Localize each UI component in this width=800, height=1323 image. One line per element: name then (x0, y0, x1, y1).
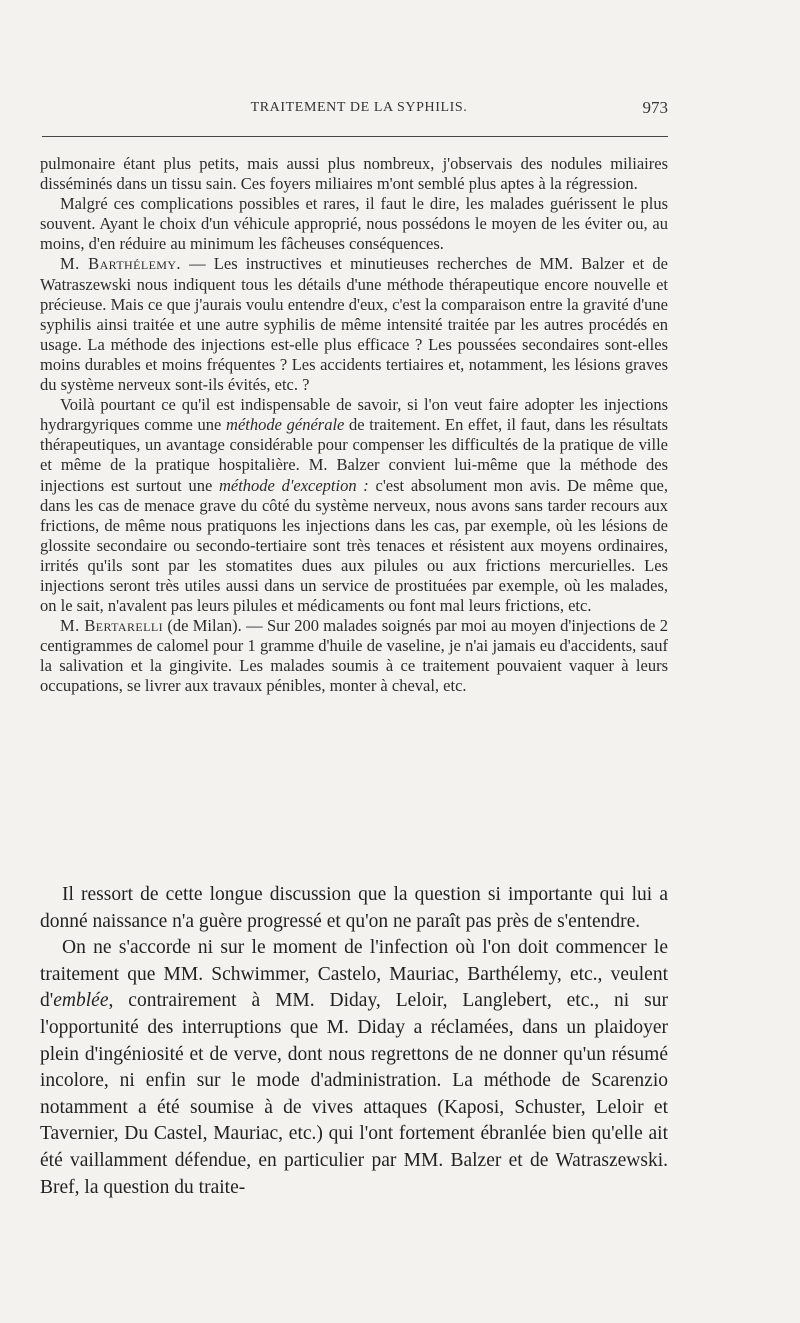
paragraph (40, 882, 668, 935)
header-rule (42, 136, 668, 137)
paragraph (40, 616, 668, 696)
paragraph-text: , contrairement à MM. Diday, Leloir, Langlebert, etc., ni sur l'opportunité des interruptions que M. Diday a réclamées, dans un plaidoyer plein d'ingéniosité et de verve, dont nous regrettons de ne donner qu'un résumé incolore, ni enfin sur le mode d'administration. La méthode de Scarenzio notamment a été soumise à de vives attaques (Kaposi, Schuster, Leloir et Tavernier, Du Castel, Mauriac, etc.) qui l'ont fortement ébranlée bien qu'elle ait été vaillamment défendue, en particulier par MM. Balzer et de Watraszewski. Bref, la question du traite- (40, 990, 668, 1198)
discussion-text (40, 154, 668, 697)
speaker-name: M. Bertarelli (60, 616, 163, 636)
paragraph-text: On ne s'accorde ni sur le moment de l'infection où l'on doit commencer le traitement que MM. Schwimmer, Castelo, Mauriac, Barthélemy, etc., veulent d' (40, 937, 668, 1012)
running-header (40, 100, 678, 124)
emphasis-text: méthode d'exception : (218, 475, 369, 495)
running-title: TRAITEMENT DE LA SYPHILIS. (250, 100, 468, 115)
paragraph (40, 154, 668, 194)
paragraph-text: (de Milan). — Sur 200 malades soignés par moi au moyen d'injections de 2 centigrammes de calomel pour 1 gramme d'huile de vaseline, je n'ai jamais eu d'accidents, sauf la salivation et la gingivite. Les malades soumis à ce traitement pouvaient vaquer à leurs occupations, se livrer aux travaux pénibles, monter à cheval, etc. (40, 616, 668, 696)
paragraph-text: c'est absolument mon avis. De même que, dans les cas de menace grave du côté du système nerveux, nous avons sans tarder recours aux frictions, de même nous pratiquons les injections dans les cas, par exemple, où les lésions de glossite secondaire ou secondo-tertiaire sont très tenaces et résistent aux moyens ordinaires, irrités qu'ils sont par les stomatites dues aux pilules ou aux frictions mercurielles. Les injections seront très utiles aussi dans un service de prostituées par exemple, où les malades, on le sait, n'avalent pas leurs pilules et médicaments ou font mal leurs frictions, etc. (40, 475, 668, 616)
paragraph-text: de traitement. En effet, il faut, dans les résultats thérapeutiques, un avantage considérable pour compenser les difficultés de la pratique de ville et même de la pratique hospitalière. M. Balzer convient lui-même que la méthode des injections est surtout une (40, 415, 669, 495)
paragraph-text: pulmonaire étant plus petits, mais aussi plus nombreux, j'observais des nodules miliaires disséminés dans un tissu sain. Ces foyers miliaires m'ont semblé plus aptes à la régression. (40, 154, 668, 194)
paragraph (40, 395, 668, 616)
speaker-name: M. Barthélemy. (60, 254, 181, 274)
paragraph-text: Il ressort de cette longue discussion que la question si importante qui lui a donné naissance n'a guère progressé et qu'on ne paraît pas près de s'entendre. (40, 884, 668, 932)
paragraph (40, 935, 668, 1201)
paragraph (40, 194, 668, 254)
paragraph-text: Voilà pourtant ce qu'il est indispensable de savoir, si l'on veut faire adopter les injections hydrargyriques comme une (40, 395, 668, 435)
paragraph-text: Malgré ces complications possibles et rares, il faut le dire, les malades guérissent le plus souvent. Ayant le choix d'un véhicule approprié, nous possédons le moyen de les éviter ou, au moins, d'en réduire au minimum les fâcheuses conséquences. (40, 194, 668, 254)
conclusion-text (40, 882, 668, 1201)
emphasis-text: méthode générale (226, 415, 345, 435)
paragraph-text: — Les instructives et minutieuses recherches de MM. Balzer et de Watraszewski nous indiquent tous les détails d'une méthode thérapeutique encore nouvelle et précieuse. Mais ce que j'aurais voulu entendre d'eux, c'est la comparaison entre la gravité d'une syphilis ainsi traitée et une autre syphilis de même intensité traitée par les autres procédés en usage. La méthode des injections est-elle plus efficace ? Les poussées secondaires sont-elles moins durables et moins fréquentes ? Les accidents tertiaires et, notamment, les lésions graves du système nerveux sont-ils évités, etc. ? (40, 254, 668, 395)
paragraph (40, 254, 668, 395)
page-number: 973 (642, 98, 668, 117)
emphasis-text: emblée (53, 990, 109, 1012)
